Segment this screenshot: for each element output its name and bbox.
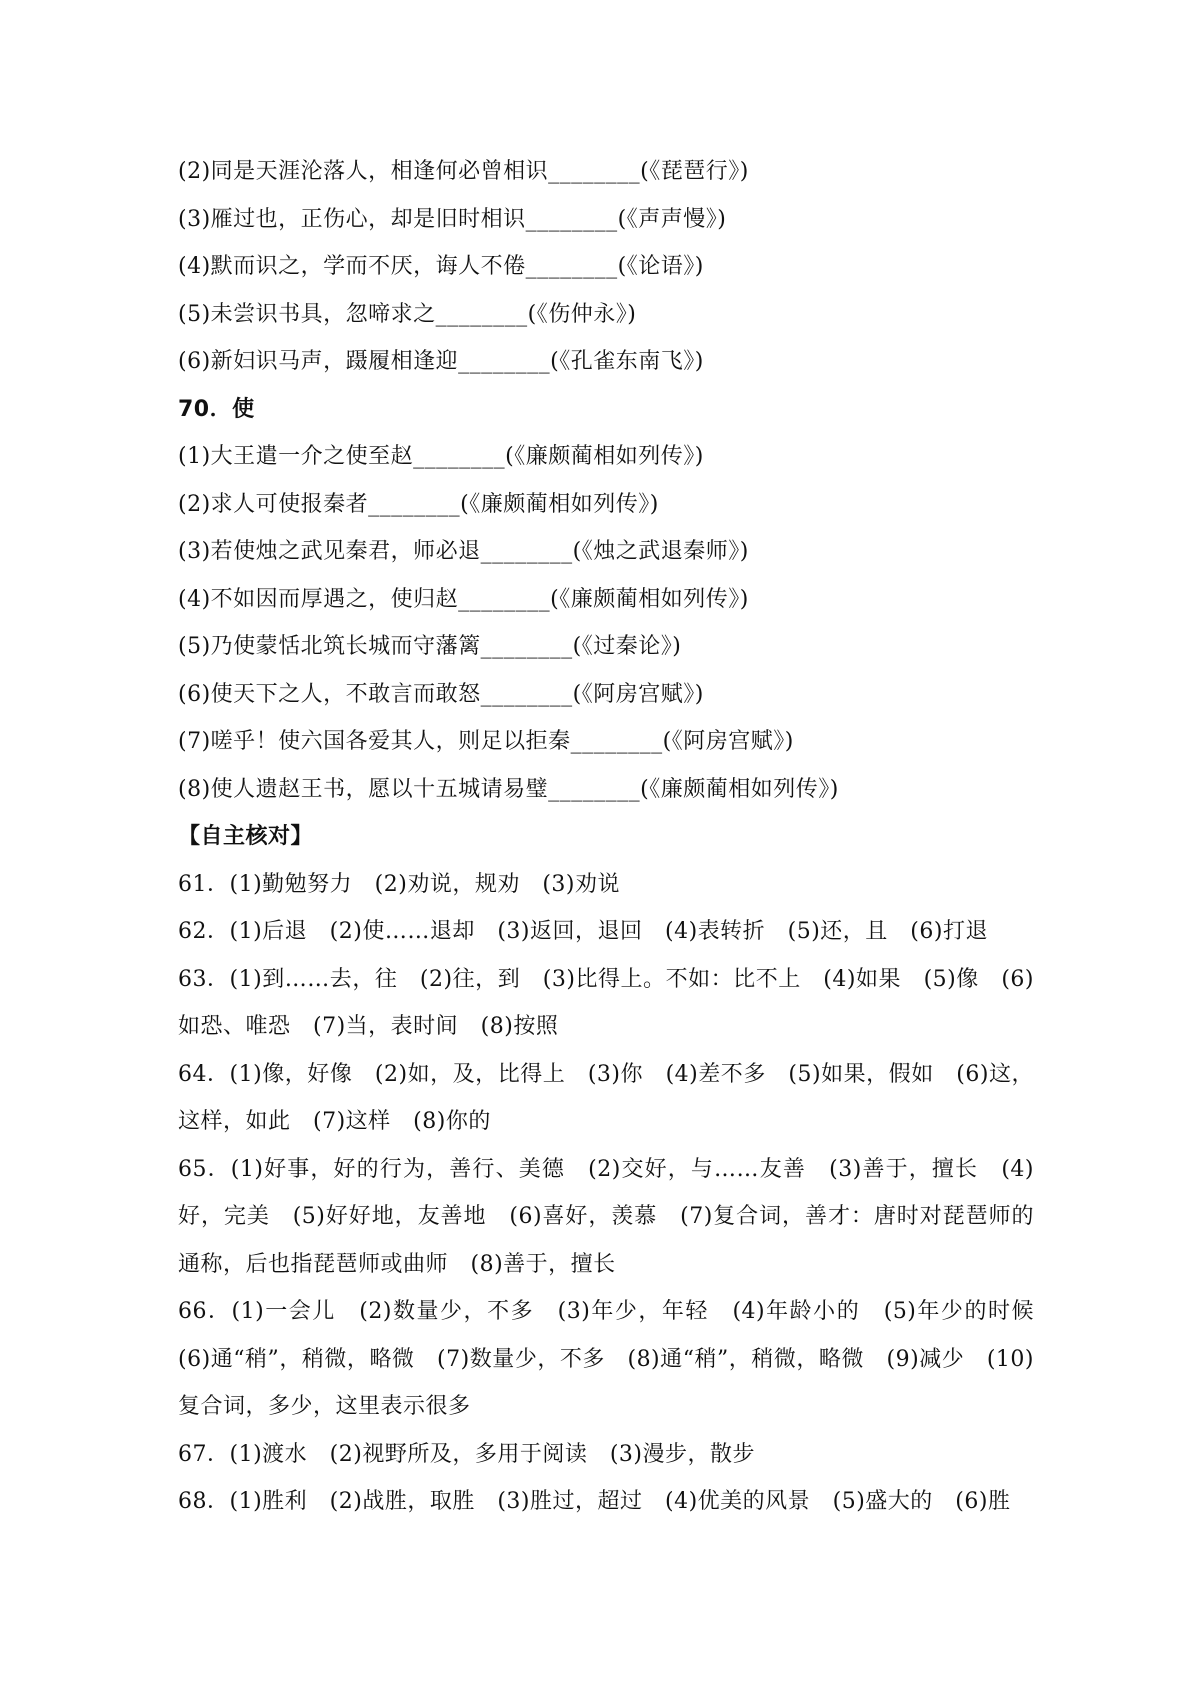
answer-62: 62．(1)后退 (2)使……退却 (3)返回，退回 (4)表转折 (5)还，且 (6)打退 (178, 919, 988, 944)
answer-66: 66．(1)一会儿 (2)数量少，不多 (3)年少，年轻 (4)年龄小的 (5)年少的时候 (6)通“稍”，稍微，略微 (7)数量少，不多 (8)通“稍”，稍微，略微 (9)减少 (10)复合词，多少，这里表示很多 (178, 1299, 1057, 1419)
answer-64: 64．(1)像，好像 (2)如，及，比得上 (3)你 (4)差不多 (5)如果，假如 (6)这，这样，如此 (7)这样 (8)你的 (178, 1061, 1034, 1134)
exercise-70-item-1: (1)大王遣一介之使至赵________(《廉颇蔺相如列传》) (178, 444, 704, 469)
exercise-69-item-4: (4)默而识之，学而不厌，诲人不倦________(《论语》) (178, 254, 704, 279)
answer-68: 68．(1)胜利 (2)战胜，取胜 (3)胜过，超过 (4)优美的风景 (5)盛大的 (6)胜 (178, 1489, 1011, 1514)
exercise-70-item-3: (3)若使烛之武见秦君，师必退________(《烛之武退秦师》) (178, 539, 749, 564)
exercise-70-item-4: (4)不如因而厚遇之，使归赵________(《廉颇蔺相如列传》) (178, 586, 749, 612)
exercise-70-item-8: (8)使人遗赵王书，愿以十五城请易璧________(《廉颇蔺相如列传》) (178, 776, 839, 802)
exercise-70-item-2: (2)求人可使报秦者________(《廉颇蔺相如列传》) (178, 491, 659, 517)
exercise-70-item-6: (6)使天下之人，不敢言而敢怒________(《阿房宫赋》) (178, 681, 704, 707)
exercise-70-item-5: (5)乃使蒙恬北筑长城而守藩篱________(《过秦论》) (178, 634, 682, 659)
answer-67: 67．(1)渡水 (2)视野所及，多用于阅读 (3)漫步，散步 (178, 1441, 755, 1467)
answer-key-heading: 【自主核对】 (178, 824, 314, 849)
exercise-70-heading: 70．使 (178, 396, 255, 422)
exercise-69-item-3: (3)雁过也，正伤心，却是旧时相识________(《声声慢》) (178, 206, 727, 232)
answer-65: 65．(1)好事，好的行为，善行、美德 (2)交好，与……友善 (3)善于，擅长 (4)好，完美 (5)好好地，友善地 (6)喜好，羡慕 (7)复合词，善才：唐时对琵琶师的通称，后也指琵琶师或曲师 (8)善于，擅长 (178, 1156, 1034, 1277)
exercise-69-item-5: (5)未尝识书具，忽啼求之________(《伤仲永》) (178, 301, 637, 327)
exercise-70-item-7: (7)嗟乎！使六国各爱其人，则足以拒秦________(《阿房宫赋》) (178, 729, 794, 754)
exercise-69-item-6: (6)新妇识马声，蹑履相逢迎________(《孔雀东南飞》) (178, 349, 704, 374)
exercise-69-item-2: (2)同是天涯沦落人，相逢何必曾相识________(《琵琶行》) (178, 159, 749, 184)
answer-61: 61．(1)勤勉努力 (2)劝说，规劝 (3)劝说 (178, 871, 620, 897)
answer-63: 63．(1)到……去，往 (2)往，到 (3)比得上。不如：比不上 (4)如果 (5)像 (6)如恐、唯恐 (7)当，表时间 (8)按照 (178, 966, 1034, 1039)
document-page (178, 148, 1057, 1526)
